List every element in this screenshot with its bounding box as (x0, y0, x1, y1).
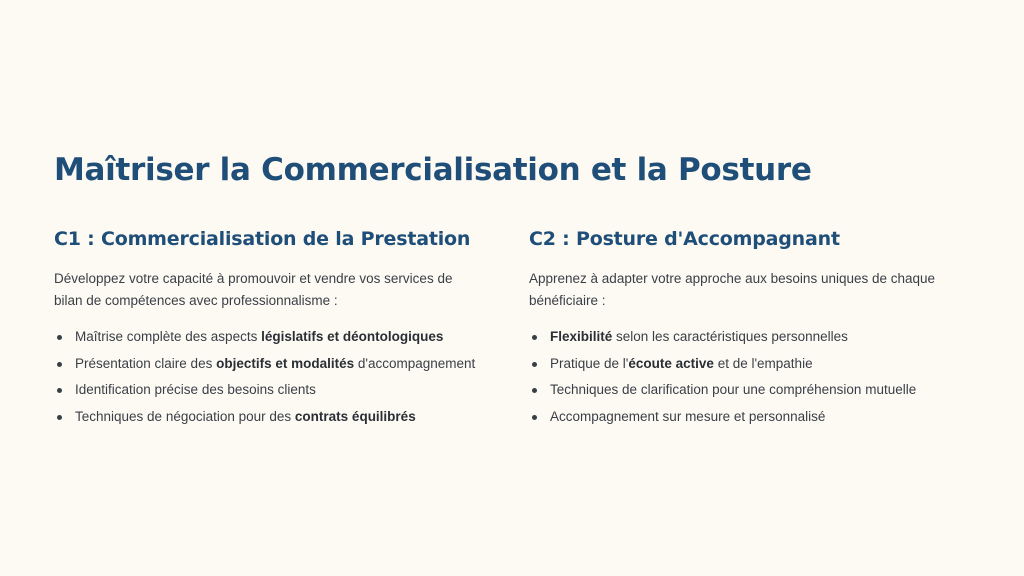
list-item (54, 324, 494, 351)
item-text: d'accompagnement (354, 355, 476, 371)
item-bold: Flexibilité (550, 329, 613, 344)
section-c1-intro: Développez votre capacité à promouvoir et vendre vos services de bilan de compétences avec professionnalisme : (54, 271, 453, 308)
item-bold: écoute active (628, 355, 714, 371)
section-c2-list (529, 324, 969, 430)
section-c2 (529, 228, 969, 430)
section-c1-list (54, 324, 494, 430)
list-item (54, 377, 494, 404)
slide-title: Maîtriser la Commercialisation et la Posture (54, 152, 812, 188)
list-item (54, 351, 494, 378)
item-text: Identification précise des besoins clients (75, 382, 316, 397)
item-text: Pratique de l' (550, 355, 629, 371)
item-text: Présentation claire des (75, 355, 217, 371)
list-item (54, 404, 494, 431)
item-bold: objectifs et modalités (216, 355, 355, 371)
item-text: Maîtrise complète des aspects (75, 329, 262, 344)
item-text: et de l'empathie (713, 355, 813, 371)
item-text: Accompagnement sur mesure et personnalisé (550, 408, 826, 424)
list-item (529, 377, 969, 404)
section-c1 (54, 228, 494, 430)
item-bold: législatifs et déontologiques (261, 329, 444, 344)
item-text: selon les caractéristiques personnelles (612, 329, 848, 344)
list-item (529, 324, 969, 351)
item-text: Techniques de clarification pour une compréhension mutuelle (550, 382, 917, 397)
section-c2-heading: C2 : Posture d'Accompagnant (529, 228, 840, 250)
section-c1-heading: C1 : Commercialisation de la Prestation (54, 228, 471, 250)
item-text: Techniques de négociation pour des (75, 408, 295, 424)
item-bold: contrats équilibrés (294, 408, 416, 424)
list-item (529, 351, 969, 378)
section-c2-intro: Apprenez à adapter votre approche aux besoins uniques de chaque bénéficiaire : (529, 271, 936, 308)
list-item (529, 404, 969, 431)
